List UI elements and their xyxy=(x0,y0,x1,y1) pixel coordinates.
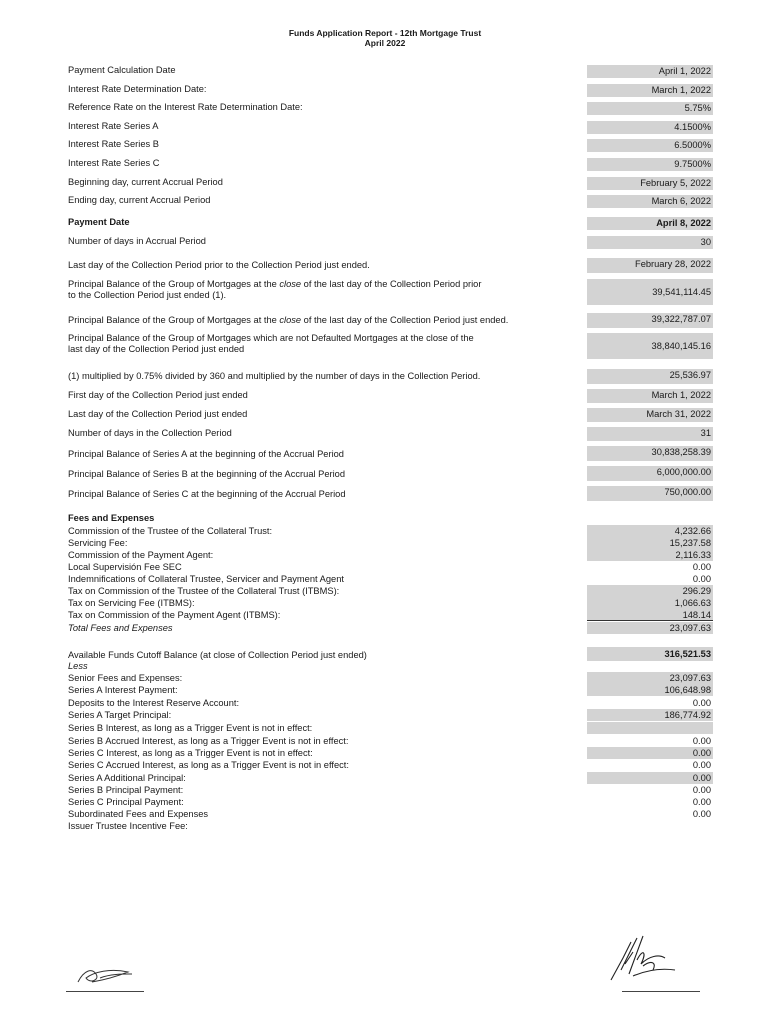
available-row xyxy=(68,772,713,784)
fee-value: 0.00 xyxy=(692,562,711,572)
row-label: Number of days in the Collection Period xyxy=(68,428,232,438)
available-item-label: Subordinated Fees and Expenses xyxy=(68,809,209,819)
fee-row xyxy=(68,537,713,549)
row-value: April 8, 2022 xyxy=(587,217,713,230)
row-label: Interest Rate Series A xyxy=(68,121,159,131)
signature-left xyxy=(70,960,140,990)
report-period: April 2022 xyxy=(364,38,406,48)
row-value: 25,536.97 xyxy=(587,369,713,384)
available-funds-value: 316,521.53 xyxy=(587,647,713,661)
row-value: 38,840,145.16 xyxy=(587,333,713,359)
available-item-value xyxy=(587,820,713,832)
available-item-label: Series A Additional Principal: xyxy=(68,773,186,783)
row-label: Interest Rate Series C xyxy=(68,158,160,168)
row-value: 31 xyxy=(587,427,713,441)
available-row xyxy=(68,672,713,684)
row-value: 4.1500% xyxy=(587,121,713,134)
row-label: Interest Rate Series B xyxy=(68,139,159,149)
row-label: Number of days in Accrual Period xyxy=(68,236,206,246)
available-row xyxy=(68,722,713,734)
row-label: Ending day, current Accrual Period xyxy=(68,195,211,205)
available-item-value: 106,648.98 xyxy=(587,684,713,696)
fee-total-label: Total Fees and Expenses xyxy=(68,623,173,633)
available-row xyxy=(68,808,713,820)
row-value: 30 xyxy=(587,236,713,249)
available-item-label: Series C Accrued Interest, as long as a Trigger Event is not in effect: xyxy=(68,760,349,770)
row-value: February 5, 2022 xyxy=(587,177,713,190)
row-value: March 1, 2022 xyxy=(587,389,713,403)
signature-line-right xyxy=(622,991,700,992)
fee-row xyxy=(68,597,713,609)
available-item-label: Series A Interest Payment: xyxy=(68,685,178,695)
row-label: Payment Calculation Date xyxy=(68,65,176,75)
available-row xyxy=(68,684,713,696)
row-label: Principal Balance of Series C at the beginning of the Accrual Period xyxy=(68,489,346,499)
available-item-value: 0.00 xyxy=(692,736,711,746)
fee-row xyxy=(68,573,713,585)
available-funds-label: Available Funds Cutoff Balance (at close of Collection Period just ended) xyxy=(68,650,367,660)
available-item-label: Series B Principal Payment: xyxy=(68,785,184,795)
fee-row xyxy=(68,585,713,597)
fee-label: Tax on Commission of the Trustee of the Collateral Trust (ITBMS): xyxy=(68,586,340,596)
available-item-value: 0.00 xyxy=(692,797,711,807)
available-item-label: Series B Accrued Interest, as long as a Trigger Event is not in effect: xyxy=(68,736,349,746)
fees-heading: Fees and Expenses xyxy=(68,513,155,523)
fee-label: Commission of the Trustee of the Collateral Trust: xyxy=(68,526,273,536)
row-value: 9.7500% xyxy=(587,158,713,171)
fee-value: 15,237.58 xyxy=(587,537,713,549)
fee-row xyxy=(68,549,713,561)
available-item-label: Series A Target Principal: xyxy=(68,710,172,720)
row-label: Reference Rate on the Interest Rate Determination Date: xyxy=(68,102,303,112)
row-value: March 6, 2022 xyxy=(587,195,713,208)
signature-right xyxy=(603,930,683,986)
row-label: Last day of the Collection Period prior to the Collection Period just ended. xyxy=(68,260,370,270)
row-value: March 31, 2022 xyxy=(587,408,713,422)
available-item-label: Deposits to the Interest Reserve Account: xyxy=(68,698,240,708)
row-label: Interest Rate Determination Date: xyxy=(68,84,207,94)
available-item-value: 0.00 xyxy=(692,785,711,795)
fee-label: Tax on Commission of the Payment Agent (ITBMS): xyxy=(68,610,281,620)
fee-row xyxy=(68,609,713,621)
available-item-value: 0.00 xyxy=(692,698,711,708)
available-row xyxy=(68,784,713,796)
fee-label: Servicing Fee: xyxy=(68,538,128,548)
row-value: 6,000,000.00 xyxy=(587,466,713,481)
available-item-label: Series C Interest, as long as a Trigger Event is not in effect: xyxy=(68,748,313,758)
fee-value: 4,232.66 xyxy=(587,525,713,537)
row-label: Beginning day, current Accrual Period xyxy=(68,177,223,187)
row-label: Principal Balance of the Group of Mortgages at the close of the last day of the Collection Period prior to the Collection Period just ended (1). xyxy=(68,279,482,300)
fee-value: 296.29 xyxy=(587,585,713,597)
row-value: 750,000.00 xyxy=(587,486,713,501)
fee-row xyxy=(68,561,713,573)
row-label: Payment Date xyxy=(68,217,130,227)
row-value: 5.75% xyxy=(587,102,713,115)
fee-label: Commission of the Payment Agent: xyxy=(68,550,214,560)
available-item-value: 0.00 xyxy=(692,809,711,819)
available-item-label: Series C Principal Payment: xyxy=(68,797,184,807)
row-value: April 1, 2022 xyxy=(587,65,713,78)
available-item-value: 186,774.92 xyxy=(587,709,713,721)
available-item-value xyxy=(587,722,713,734)
row-label: Principal Balance of the Group of Mortgages which are not Defaulted Mortgages at the close of the last day of the Collection Period just ended xyxy=(68,333,474,354)
row-value: 6.5000% xyxy=(587,139,713,152)
less-label: Less xyxy=(68,661,88,671)
available-item-value: 0.00 xyxy=(587,772,713,784)
fee-value: 148.14 xyxy=(587,609,713,621)
fee-value: 2,116.33 xyxy=(587,549,713,561)
fee-label: Local Supervisión Fee SEC xyxy=(68,562,182,572)
fee-value: 1,066.63 xyxy=(587,597,713,609)
row-value: March 1, 2022 xyxy=(587,84,713,97)
available-item-value: 0.00 xyxy=(587,747,713,759)
row-label: Last day of the Collection Period just ended xyxy=(68,409,248,419)
available-funds-row xyxy=(68,647,713,661)
available-row xyxy=(68,747,713,759)
fee-total-row xyxy=(68,622,713,634)
signature-line-left xyxy=(66,991,144,992)
available-row xyxy=(68,820,713,832)
fee-value: 0.00 xyxy=(692,574,711,584)
available-item-label: Senior Fees and Expenses: xyxy=(68,673,183,683)
report-title: Funds Application Report - 12th Mortgage Trust xyxy=(288,28,482,38)
available-row xyxy=(68,735,713,747)
available-row xyxy=(68,709,713,721)
available-item-value: 0.00 xyxy=(692,760,711,770)
available-item-value: 23,097.63 xyxy=(587,672,713,684)
available-item-label: Issuer Trustee Incentive Fee: xyxy=(68,821,188,831)
available-row xyxy=(68,796,713,808)
available-item-label: Series B Interest, as long as a Trigger Event is not in effect: xyxy=(68,723,313,733)
row-value: 39,541,114.45 xyxy=(587,279,713,305)
fee-total-value: 23,097.63 xyxy=(587,622,713,634)
row-label: Principal Balance of the Group of Mortgages at the close of the last day of the Collection Period just ended. xyxy=(68,315,509,325)
row-value: 39,322,787.07 xyxy=(587,313,713,328)
row-label: Principal Balance of Series B at the beginning of the Accrual Period xyxy=(68,469,346,479)
fee-label: Indemnifications of Collateral Trustee, Servicer and Payment Agent xyxy=(68,574,344,584)
fee-row xyxy=(68,525,713,537)
row-label: First day of the Collection Period just ended xyxy=(68,390,248,400)
row-label: (1) multiplied by 0.75% divided by 360 and multiplied by the number of days in the Collection Period. xyxy=(68,371,481,381)
fee-label: Tax on Servicing Fee (ITBMS): xyxy=(68,598,195,608)
available-row xyxy=(68,697,713,709)
row-value: February 28, 2022 xyxy=(587,258,713,273)
row-value: 30,838,258.39 xyxy=(587,446,713,461)
row-label: Principal Balance of Series A at the beginning of the Accrual Period xyxy=(68,449,344,459)
available-row xyxy=(68,759,713,771)
